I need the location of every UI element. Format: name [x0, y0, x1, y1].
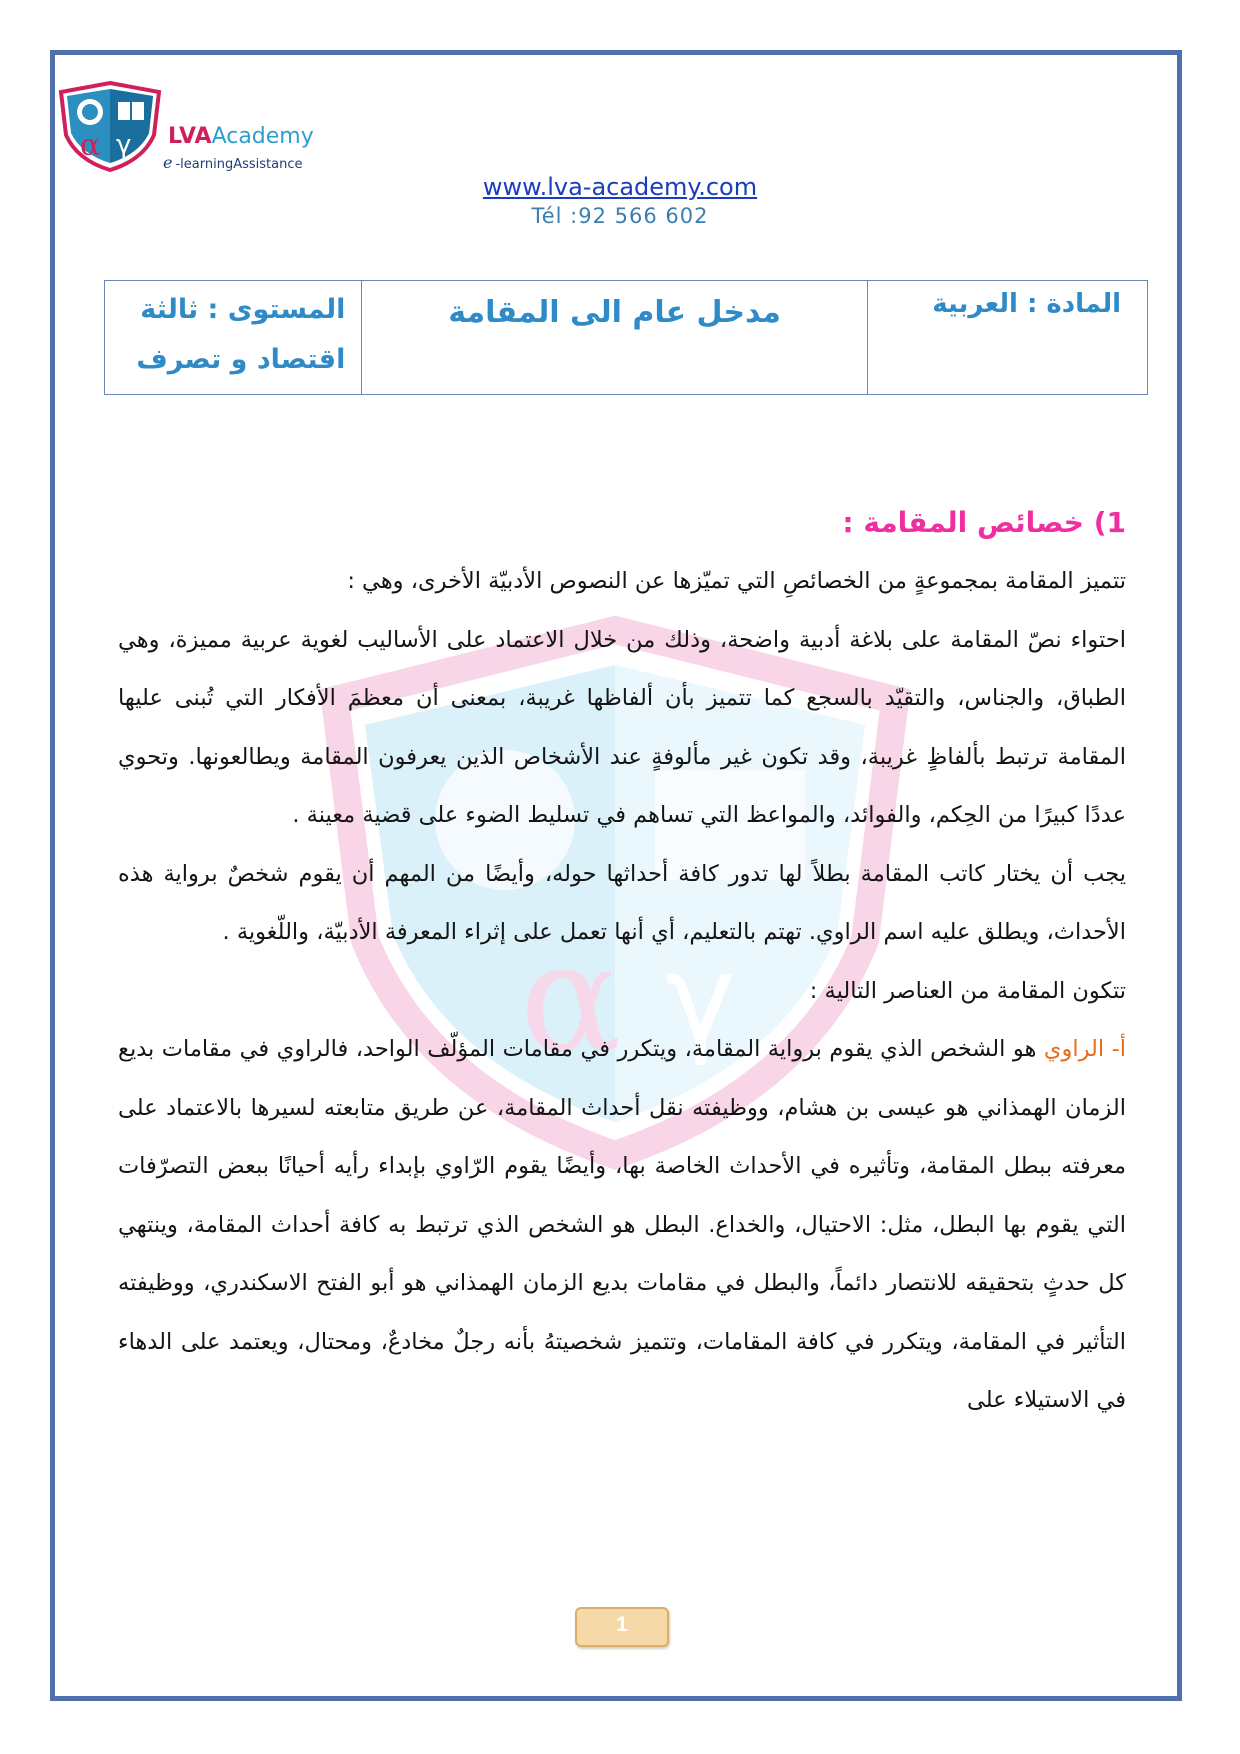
lesson-content: [118, 494, 1126, 1430]
paragraph-narrator: [118, 1020, 1126, 1430]
page-number-badge: [575, 1607, 669, 1647]
paragraph-intro: تتميز المقامة بمجموعةٍ من الخصائصِ التي تميّزها عن النصوص الأدبيّة الأخرى، وهي :: [347, 568, 1126, 594]
tagline-e: e: [163, 153, 173, 172]
brand-name: [168, 124, 314, 149]
tagline-text: -learningAssistance: [175, 157, 303, 172]
brand-tagline: [163, 153, 302, 172]
svg-text:γ: γ: [665, 930, 737, 1069]
phone-number: Tél :92 566 602: [531, 204, 709, 228]
level-line-1: المستوى : ثالثة: [140, 294, 346, 325]
level-line-2: اقتصاد و تصرف: [136, 344, 346, 375]
brand-name-academy: Academy: [211, 124, 314, 149]
paragraph-narrator-text: هو الشخص الذي يقوم برواية المقامة، ويتكرر في مقامات المؤلّف الواحد، فالراوي في مقامات بديع الزمان الهمذاني هو عيسى بن هشام، ووظيفته نقل أحداث المقامة، عن طريق متابعته لسيرها بالاعتماد على معرفته ببطل المقامة، وتأثيره في الأحداث الخاصة بها، وأيضًا يقوم الرّاوي بإبداء رأيه أحيانًا ببعض التصرّفات التي يقوم بها البطل، مثل: الاحتيال، والخداع. البطل هو الشخص الذي ترتبط به كافة أحداث المقامة، وينتهي كل حدثٍ بتحقيقه للانتصار دائماً، والبطل في مقامات بديع الزمان الهمذاني هو أبو الفتح الاسكندري، ووظيفته التأثير في المقامة، ويتكرر في كافة المقامات، وتتميز شخصيتهُ بأنه رجلٌ مخادعٌ، ومحتال، ويعتمد على الدهاء في الاستيلاء على: [118, 1036, 1126, 1413]
svg-text:α: α: [520, 912, 622, 1086]
svg-text:α: α: [80, 128, 101, 163]
header-table: [104, 280, 1148, 395]
term-narrator: أ- الراوي: [1043, 1036, 1126, 1062]
academy-logo: [58, 80, 163, 172]
subject-cell: المادة : العربية: [867, 281, 1147, 395]
paragraph-features: احتواء نصّ المقامة على بلاغة أدبية واضحة، وذلك من خلال الاعتماد على الأساليب لغوية عربية مميزة، وهي الطباق، والجناس، والتقيّد بالسجع كما تتميز بأن ألفاظها غريبة، بمعنى أن معظمَ الأفكار التي تُبنى عليها المقامة ترتبط بألفاظٍ غريبة، وقد تكون غير مألوفةٍ عند الأشخاص الذين يعرفون المقامة ويطالعونها. وتحوي عددًا كبيرًا من الحِكم، والفوائد، والمواعظ التي تساهم في تسليط الضوء على قضية معينة .: [118, 626, 1126, 828]
level-cell: [105, 281, 362, 395]
paragraph-elements: تتكون المقامة من العناصر التالية :: [809, 977, 1126, 1004]
page-number: 1: [616, 1613, 628, 1636]
paragraph-hero-narrator: يجب أن يختار كاتب المقامة بطلاً لها تدور كافة أحداثها حوله، وأيضًا من المهم أن يقوم شخصٌ برواية هذه الأحداث، ويطلق عليه اسم الراوي. تهتم بالتعليم، أي أنها تعمل على إثراء المعرفة الأدبيّة، واللّغوية .: [118, 860, 1126, 945]
lesson-title-cell: مدخل عام الى المقامة: [362, 281, 867, 395]
svg-text:γ: γ: [116, 130, 132, 160]
brand-name-lva: LVA: [168, 124, 212, 149]
section-heading: 1) خصائص المقامة :: [842, 506, 1126, 539]
website-link[interactable]: www.lva-academy.com: [482, 173, 758, 201]
